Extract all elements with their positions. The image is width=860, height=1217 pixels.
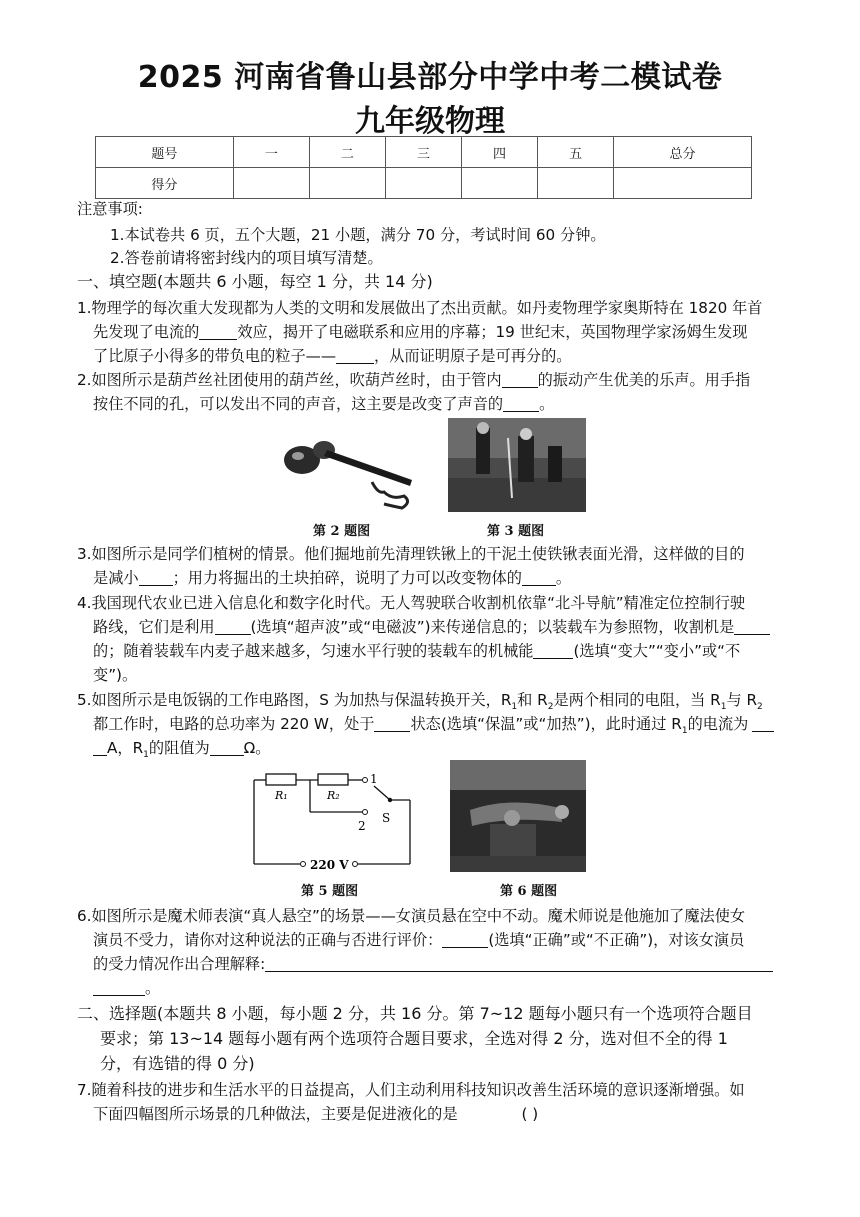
q5-text: 状态(选填“保温”或“加热”)，此时通过 R [410,715,682,733]
photo-sky [448,418,586,458]
answer-blank[interactable] [752,715,774,732]
notes-heading: 注意事项: [77,200,143,218]
q4-line-3 [93,640,740,662]
q7-text: 下面四幅图所示场景的几种做法，主要是促进液化的是 [93,1105,458,1123]
answer-blank[interactable] [374,715,410,732]
q6-text: 。 [145,979,161,997]
section-1-heading: 一、填空题(本题共 6 小题，每空 1 分，共 14 分) [77,272,433,291]
q4-text: (选填“变大”“变小”或“不 [573,642,741,660]
q5-text: 是两个相同的电阻，当 R [553,691,721,709]
label-switch: S [382,811,391,825]
photo-ground [448,478,586,512]
note-2: 2.答卷前请将密封线内的项目填写清楚。 [110,249,383,267]
q6-line-3 [93,953,773,975]
exam-subtitle: 九年级物理 [355,104,505,139]
label-contact-1: 1 [370,772,378,786]
figure-5-caption: 第 5 题图 [301,884,359,899]
hulusi-pipe [324,450,412,486]
performer-head [555,805,569,819]
q5-text: 与 R [726,691,758,709]
answer-blank[interactable] [93,739,107,756]
figure-6-caption: 第 6 题图 [500,884,558,899]
q4-text: 路线，它们是利用 [93,618,215,636]
section-2-line-1: 二、选择题(本题共 8 小题，每小题 2 分，共 16 分。第 7~12 题每小题只有一个选项符合题目 [77,1004,753,1023]
score-table-header-row [96,137,752,168]
q4-line-2 [93,616,770,638]
answer-blank[interactable] [210,739,244,756]
answer-blank[interactable] [199,323,237,340]
q5-line-3 [93,737,270,766]
q1-text: 先发现了电流的 [93,323,200,341]
subscript: 1 [681,726,688,737]
switch-blade [374,786,390,800]
score-cell: 总分 [614,137,752,168]
label-contact-2: 2 [358,819,366,833]
answer-blank[interactable] [734,618,770,635]
q5-text: 的阻值为 [148,739,210,757]
answer-blank[interactable] [522,569,556,586]
q5-text: Ω。 [243,739,271,757]
answer-blank[interactable] [336,347,374,364]
score-table-score-row [96,168,752,199]
contact-1 [363,778,368,783]
score-entry-cell[interactable] [385,168,461,199]
person-1 [476,428,490,474]
q2-line-2 [93,393,554,415]
section-2-line-2: 要求；第 13~14 题每小题有两个选项符合题目要求，全选对得 2 分，选对但不全的得 1 [100,1029,728,1048]
score-cell: 题号 [96,137,234,168]
q2-text: 2.如图所示是葫芦丝社团使用的葫芦丝，吹葫芦丝时，由于管内 [77,371,502,389]
q1-text: 了比原子小得多的带负电的粒子—— [93,347,336,365]
hulusi-figure [272,422,432,514]
subscript: 2 [547,702,554,713]
q2-text: 按住不同的孔，可以发出不同的声音，这主要是改变了声音的 [93,395,504,413]
stage-floor [450,856,586,872]
magician-head [504,810,520,826]
score-cell: 得分 [96,168,234,199]
q5-text: 和 R [517,691,548,709]
q7-line-1: 7.随着科技的进步和生活水平的日益提高，人们主动利用科技知识改善生活环境的意识逐渐增强。如 [77,1081,745,1099]
resistor-r1 [266,774,296,785]
q3-text: 。 [555,569,572,587]
score-entry-cell[interactable] [233,168,309,199]
q1-text: 效应，揭开了电磁联系和应用的序幕；19 世纪末，英国物理学家汤姆生发现 [237,323,748,341]
figure-3-caption: 第 3 题图 [487,524,545,539]
q1-line-1: 1.物理学的每次重大发现都为人类的文明和发展做出了杰出贡献。如丹麦物理学家奥斯特在 1820 年首 [77,299,763,317]
q4-line-4: 变”)。 [93,666,138,684]
q4-text: 的；随着装载车内麦子越来越多，匀速水平行驶的装载车的机械能 [93,642,534,660]
score-cell: 四 [462,137,538,168]
q2-line-1 [77,369,750,391]
q1-text: ，从而证明原子是可再分的。 [374,347,572,365]
q3-line-2 [93,567,571,589]
subscript: 1 [143,750,149,761]
terminal [353,862,358,867]
figure-2-caption: 第 2 题图 [313,524,371,539]
q1-line-2 [93,321,747,343]
q5-text: A，R [107,739,144,757]
rice-cooker-circuit [248,766,418,878]
score-entry-cell[interactable] [538,168,614,199]
label-r2: R₂ [327,789,340,802]
answer-blank[interactable] [215,618,251,635]
q6-line-4 [93,977,160,999]
score-entry-cell[interactable] [614,168,752,199]
q5-text: 都工作时，电路的总功率为 220 W，处于 [93,715,375,733]
contact-2 [363,810,368,815]
q3-text: 是减小 [93,569,139,587]
subscript: 1 [720,702,727,713]
note-1: 1.本试卷共 6 页，五个大题，21 小题，满分 70 分，考试时间 60 分钟。 [110,226,606,244]
q2-text: 的振动产生优美的乐声。用手指 [537,371,751,389]
terminal [301,862,306,867]
q6-text: 的受力情况作出合理解释: [93,955,266,973]
q4-text: (选填“超声波”或“电磁波”)来传递信息的；以装载车为参照物，收割机是 [250,618,735,636]
tree-planting-photo [448,418,586,512]
score-cell: 五 [538,137,614,168]
q6-line-1: 6.如图所示是魔术师表演“真人悬空”的场景——女演员悬在空中不动。魔术师说是他施加了魔法使女 [77,907,746,925]
q6-text: (选填“正确”或“不正确”)，对该女演员 [488,931,745,949]
answer-blank[interactable] [265,955,773,972]
subscript: 2 [757,702,763,713]
q2-text: 。 [539,395,555,413]
switch-pivot [388,798,392,802]
score-cell: 二 [309,137,385,168]
q7-line-2 [93,1103,538,1125]
score-table [95,136,752,199]
q5-text: 5.如图所示是电饭锅的工作电路图，S 为加热与保温转换开关，R [77,691,512,709]
answer-blank[interactable] [502,371,538,388]
q6-line-2 [93,929,744,951]
person-3 [548,446,562,482]
label-r1: R₁ [275,789,288,802]
q3-line-1: 3.如图所示是同学们植树的情景。他们掘地前先清理铁锹上的干泥土使铁锹表面光滑，这样做的目的 [77,545,745,563]
subscript: 1 [511,702,518,713]
answer-paren[interactable]: ( ) [521,1105,539,1123]
person-1-head [477,422,489,434]
answer-blank[interactable] [533,642,573,659]
q5-text: 的电流为 [687,715,749,733]
q4-line-1: 4.我国现代农业已进入信息化和数字化时代。无人驾驶联合收割机依靠“北斗导航”精准定位控制行驶 [77,594,746,612]
photo-backdrop [450,760,586,790]
section-2-line-3: 分，有选错的得 0 分) [100,1054,255,1073]
score-cell: 三 [385,137,461,168]
q1-line-3 [93,345,571,367]
q3-text: ；用力将掘出的土块拍碎，说明了力可以改变物体的 [172,569,522,587]
score-entry-cell[interactable] [309,168,385,199]
q6-text: 演员不受力，请你对这种说法的正确与否进行评价： [93,931,443,949]
answer-blank[interactable] [139,569,173,586]
levitation-photo [450,760,586,872]
label-voltage: 220 V [310,858,349,872]
person-2-head [520,428,532,440]
answer-blank[interactable] [442,931,488,948]
person-2 [518,436,534,482]
answer-blank[interactable] [503,395,539,412]
resistor-r2 [318,774,348,785]
tassel [372,482,408,508]
score-cell: 一 [233,137,309,168]
answer-blank[interactable] [93,979,145,996]
exam-title: 2025 河南省鲁山县部分中学中考二模试卷 [137,60,723,95]
gourd-highlight [292,452,304,460]
score-entry-cell[interactable] [462,168,538,199]
